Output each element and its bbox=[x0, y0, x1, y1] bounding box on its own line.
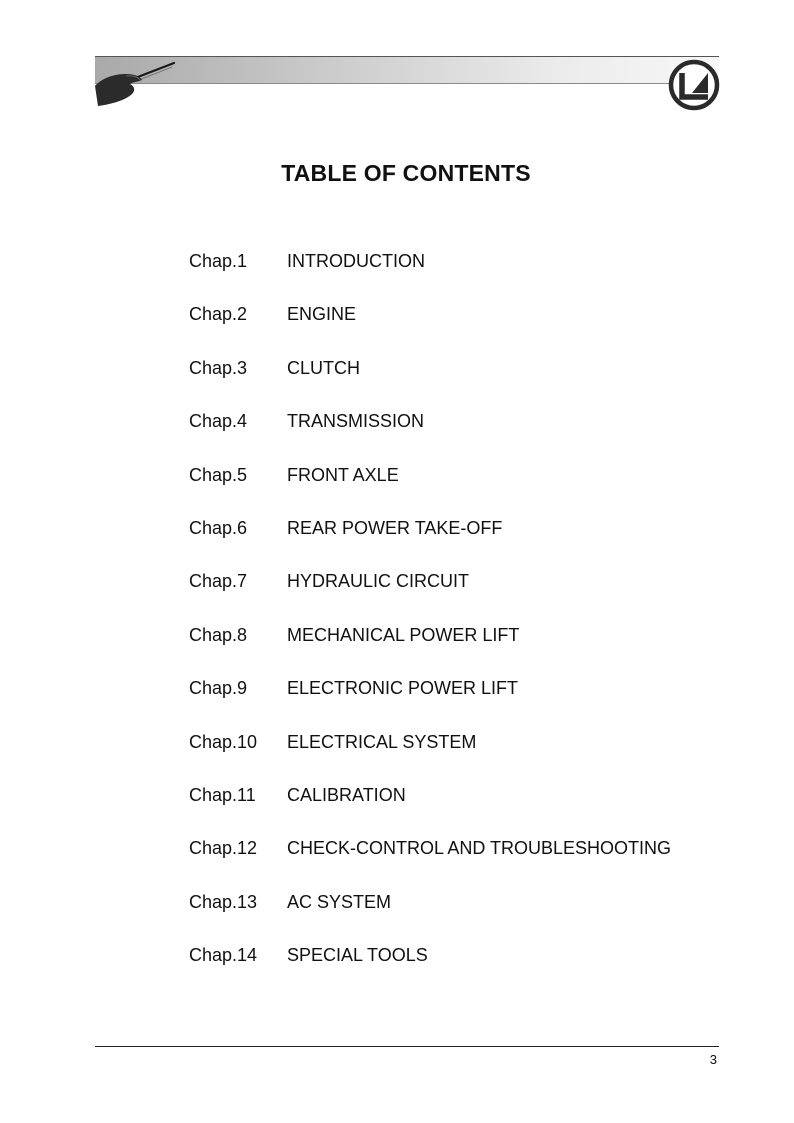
page-number: 3 bbox=[709, 1052, 717, 1067]
toc-chapter-title: ELECTRICAL SYSTEM bbox=[287, 731, 477, 752]
landini-logo-icon bbox=[668, 59, 720, 111]
toc-entry[interactable] bbox=[189, 303, 671, 356]
toc-chapter-title: CALIBRATION bbox=[287, 784, 406, 805]
toc-chapter-number: Chap.4 bbox=[189, 411, 248, 432]
toc-chapter-title: ENGINE bbox=[287, 304, 357, 325]
pointing-hand-icon bbox=[92, 60, 182, 108]
toc-entry[interactable] bbox=[189, 410, 671, 463]
toc-entry[interactable] bbox=[189, 250, 671, 303]
toc-entry[interactable] bbox=[189, 731, 671, 784]
toc-chapter-number: Chap.1 bbox=[189, 251, 248, 271]
toc-chapter-number: Chap.6 bbox=[189, 517, 248, 538]
toc-chapter-title: ELECTRONIC POWER LIFT bbox=[287, 678, 519, 699]
toc-chapter-number: Chap.5 bbox=[189, 464, 248, 485]
toc-chapter-number: Chap.7 bbox=[189, 571, 248, 592]
toc-chapter-title: FRONT AXLE bbox=[287, 464, 399, 485]
toc-entry[interactable] bbox=[189, 517, 671, 570]
header-band bbox=[95, 56, 719, 84]
toc-entry[interactable] bbox=[189, 944, 671, 997]
toc-chapter-title: REAR POWER TAKE-OFF bbox=[287, 517, 503, 538]
toc-entry[interactable] bbox=[189, 570, 671, 623]
page-title: TABLE OF CONTENTS bbox=[281, 160, 531, 186]
toc-chapter-number: Chap.14 bbox=[189, 945, 258, 966]
toc-chapter-number: Chap.12 bbox=[189, 838, 258, 859]
toc-entry[interactable] bbox=[189, 357, 671, 410]
toc-entry[interactable] bbox=[189, 891, 671, 944]
table-of-contents bbox=[189, 250, 671, 997]
toc-chapter-title: TRANSMISSION bbox=[287, 411, 425, 432]
toc-chapter-number: Chap.13 bbox=[189, 891, 258, 912]
toc-chapter-title: HYDRAULIC CIRCUIT bbox=[287, 571, 470, 592]
toc-chapter-title: AC SYSTEM bbox=[287, 891, 392, 912]
toc-chapter-title: CLUTCH bbox=[287, 357, 361, 378]
toc-entry[interactable] bbox=[189, 464, 671, 517]
toc-entry[interactable] bbox=[189, 677, 671, 730]
toc-chapter-title: SPECIAL TOOLS bbox=[287, 945, 428, 966]
toc-entry[interactable] bbox=[189, 837, 671, 890]
toc-entry[interactable] bbox=[189, 624, 671, 677]
toc-chapter-number: Chap.3 bbox=[189, 357, 248, 378]
toc-chapter-number: Chap.11 bbox=[189, 784, 256, 805]
toc-chapter-number: Chap.9 bbox=[189, 678, 248, 699]
toc-chapter-title: MECHANICAL POWER LIFT bbox=[287, 624, 520, 645]
toc-chapter-title: CHECK-CONTROL AND TROUBLESHOOTING bbox=[287, 838, 672, 859]
footer-rule bbox=[95, 1046, 719, 1047]
toc-chapter-number: Chap.10 bbox=[189, 731, 258, 752]
toc-chapter-title: INTRODUCTION bbox=[287, 251, 425, 271]
toc-chapter-number: Chap.8 bbox=[189, 624, 248, 645]
toc-entry[interactable] bbox=[189, 784, 671, 837]
toc-chapter-number: Chap.2 bbox=[189, 304, 248, 325]
